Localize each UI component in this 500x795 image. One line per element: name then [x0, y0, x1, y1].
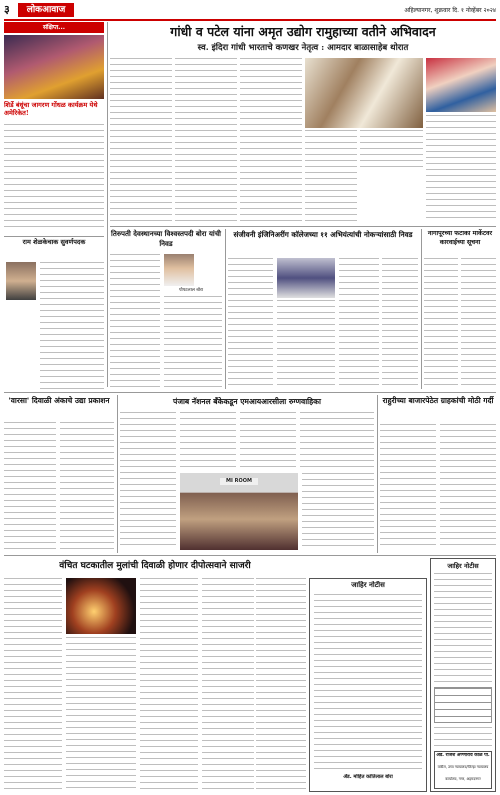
brief2-photo: [6, 262, 36, 300]
rahuri-body-col2: [440, 424, 496, 550]
page-number: ३: [4, 3, 10, 16]
tirupati-headline: तिरुपती देवस्थानच्या विश्वस्तपदी बोरा यांची निवड: [111, 229, 221, 248]
bank-body-col3: [240, 412, 296, 470]
vaarsa-body-col1: [4, 422, 56, 550]
tirupati-body-col1: [110, 254, 160, 387]
right-notice-body: [434, 573, 492, 683]
college-photo: [277, 258, 335, 298]
lead-headline: गांधी व पटेल यांना अमृत उद्योग रामुहाच्या वतीने अभिवादन: [170, 24, 436, 39]
bank-body-col1: [120, 412, 176, 550]
brief2-body: [40, 262, 104, 392]
brief1-photo: [4, 35, 104, 99]
date-line: अहिल्यानगर, शुक्रवार दि. १ नोव्हेंबर २०२४: [404, 7, 496, 14]
center-notice-advocate: ॲड. मोहित कांतिलाल बोरा: [343, 774, 393, 780]
lead-body-col3: [240, 58, 302, 223]
diwali-body-col5: [256, 578, 306, 792]
diwali-body-col4: [202, 578, 254, 792]
lead-photo: [305, 58, 423, 128]
advocate-sub2: कार्यालय, नगर, अहमदनगर: [445, 777, 481, 781]
market-headline: नागापूरच्या फटाका मार्केटवर कारवाईच्या सूचना: [427, 230, 493, 246]
advocate-sub1: वकील, उच्च न्यायालय/जिल्हा न्यायालय: [437, 765, 489, 769]
lead-photo-2: [426, 58, 496, 112]
masthead: [4, 2, 496, 18]
diwali-photo: [66, 578, 136, 634]
brief1-headline: शिर्डे बंधूंचा जागरण गोंधळ कार्यक्रम येथे अमेरिकेत!: [4, 101, 98, 117]
bank-body-col2: [180, 412, 236, 470]
lead-subheadline: स्व. इंदिरा गांधी भारताचे कणखर नेतृत्व : आमदार बाळासाहेब थोरात: [197, 43, 409, 53]
lead-photo-caption: [360, 130, 423, 170]
bank-body-col4: [300, 412, 374, 470]
lead-body-col2: [175, 58, 237, 223]
college-body-col4: [382, 258, 418, 388]
center-notice-body: [314, 594, 422, 769]
lead-body-col5: [426, 115, 496, 223]
vaarsa-headline: 'वारसा' दिवाळी अंकाचे उद्या प्रकाशन: [8, 396, 110, 405]
vaarsa-body-col2: [60, 422, 114, 550]
tirupati-body-col2: [164, 296, 222, 387]
tirupati-photo-caption: पोपटलाल बोरा: [179, 288, 203, 293]
diwali-body-col1: [4, 578, 62, 792]
market-body-col2: [461, 258, 496, 388]
right-notice-title: जाहिर नोटीस: [447, 562, 479, 570]
brief2-headline: राम शेळकेचाक सुवर्णपदक: [22, 238, 86, 246]
tirupati-photo: [164, 254, 194, 286]
diwali-headline: वंचित घटकातील मुलांची दिवाळी होणार दीपोत्सवाने साजरी: [59, 561, 251, 571]
college-body-col3: [339, 258, 379, 388]
market-body-col1: [424, 258, 458, 388]
center-notice: [309, 578, 427, 792]
briefs-section-label: संक्षिप्त...: [4, 22, 104, 33]
diwali-body-col2: [66, 637, 136, 792]
diwali-body-col3: [140, 578, 198, 792]
paper-name-banner: लोकआवाज: [18, 3, 74, 17]
college-headline: संजीवनी इंजिनिअरींग कॉलेजच्या ११ अभियंत्यांची नोकऱ्यांसाठी निवड: [233, 230, 413, 239]
advocate-box: [434, 751, 492, 789]
bank-body-col5: [302, 473, 374, 550]
lead-body-col4: [305, 130, 357, 223]
bank-photo-banner: MI ROOM: [220, 478, 258, 485]
college-body-col2: [277, 300, 335, 388]
bank-headline: पंजाब नॅशनल बँकेकडून एमआयआरसीला रुग्णवाहिका: [173, 397, 321, 406]
advocate-heading: ॲड. राजेश अण्णाराव काळे पा.: [436, 753, 490, 758]
right-notice: [430, 558, 496, 792]
rahuri-headline: राहुरीच्या बाजारपेठेत ग्राहकांची मोठी गर्दी: [382, 396, 494, 405]
college-body-col1: [228, 258, 273, 388]
brief1-body: [4, 124, 104, 232]
center-notice-title: जाहिर नोटीस: [351, 581, 385, 589]
rahuri-body-col1: [380, 424, 436, 550]
lead-body-col1: [110, 58, 172, 223]
right-notice-table: [434, 687, 492, 723]
right-notice-body-2: [434, 727, 492, 747]
